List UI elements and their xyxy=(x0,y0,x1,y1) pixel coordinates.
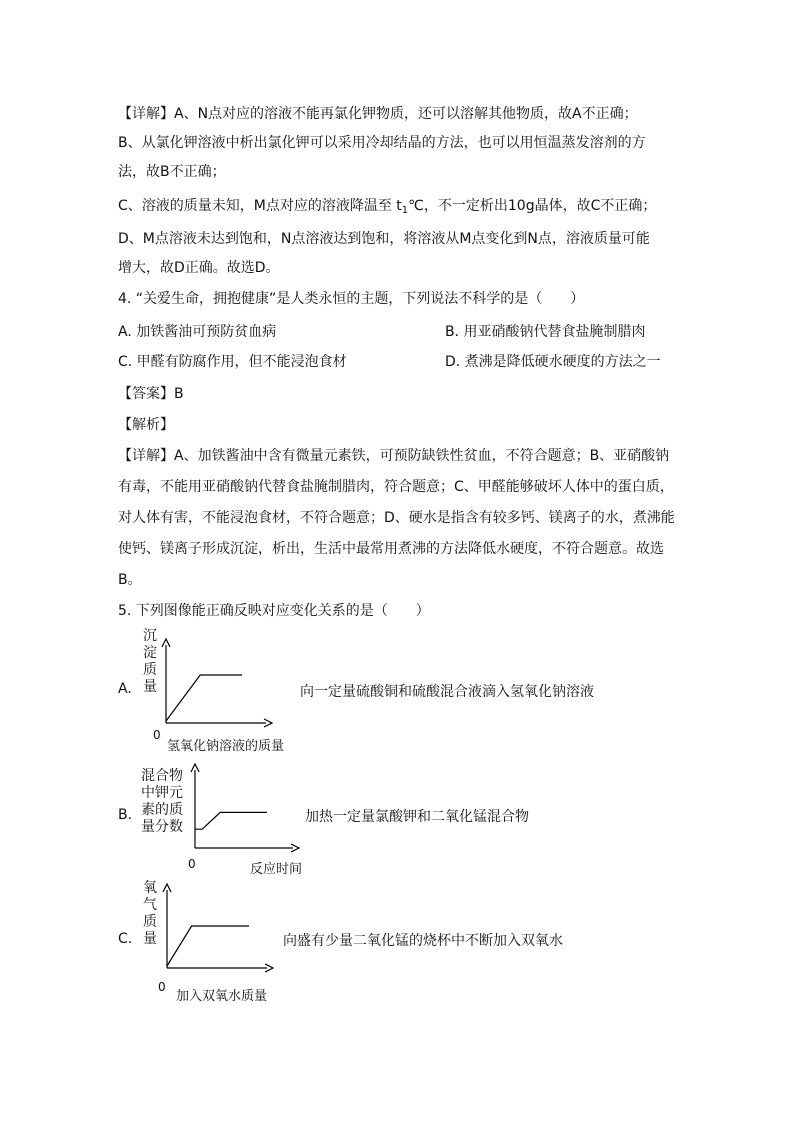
data-line xyxy=(166,675,242,721)
graph-c-ylabel xyxy=(143,880,157,948)
graph-b-letter: B. xyxy=(118,807,133,823)
q4-answer: 【答案】B xyxy=(118,386,184,402)
q3-detail-line-2: B、从氯化钾溶液中析出氯化钾可以采用冷却结晶的方法，也可以用恒温蒸发溶剂的方 xyxy=(118,135,646,151)
q4-option-a: A. 加铁酱油可预防贫血病 xyxy=(118,324,277,340)
graph-b-ylabel xyxy=(141,768,183,836)
ylabel-char: 量 xyxy=(143,679,157,695)
graph-b-xlabel: 反应时间 xyxy=(250,862,303,877)
ylabel-line: 量分数 xyxy=(141,819,183,835)
ylabel-char: 量 xyxy=(143,931,157,947)
q4-detail-line-4: 使钙、镁离子形成沉淀，析出，生活中最常用煮沸的方法降低水硬度，不符合题意。故选 xyxy=(118,541,664,557)
ylabel-char: 氧 xyxy=(143,880,157,896)
q4-option-c: C. 甲醛有防腐作用，但不能浸泡食材 xyxy=(118,354,347,370)
data-line xyxy=(195,812,267,829)
q3-detail-line-4b: ℃，不一定析出10g晶体，故C不正确； xyxy=(408,198,657,214)
q4-detail-line-2: 有毒，不能用亚硝酸钠代替食盐腌制腊肉，符合题意；C、甲醛能够破坏人体中的蛋白质， xyxy=(118,479,674,495)
graph-a-origin: 0 xyxy=(153,728,161,742)
q3-detail-line-6: 增大，故D正确。故选D。 xyxy=(118,260,280,276)
q4-option-b: B. 用亚硝酸钠代替食盐腌制腊肉 xyxy=(445,324,646,340)
q3-detail-line-5: D、M点溶液未达到饱和，N点溶液达到饱和，将溶液从M点变化到N点，溶液质量可能 xyxy=(118,231,650,247)
graph-c-origin: 0 xyxy=(158,980,166,994)
graph-a-ylabel xyxy=(143,628,157,696)
q4-stem: 4. “关爱生命，拥抱健康”是人类永恒的主题，下列说法不科学的是（ ） xyxy=(118,291,585,307)
q3-detail-line-3: 法，故B不正确； xyxy=(118,164,226,180)
graph-c-xlabel: 加入双氧水质量 xyxy=(176,989,268,1004)
ylabel-char: 质 xyxy=(143,662,157,678)
ylabel-char: 淀 xyxy=(143,645,157,661)
q4-detail-line-1: 【详解】A、加铁酱油中含有微量元素铁，可预防缺铁性贫血，不符合题意；B、亚硝酸钠 xyxy=(118,448,670,464)
q3-detail-line-1: 【详解】A、N点对应的溶液不能再氯化钾物质，还可以溶解其他物质，故A不正确； xyxy=(118,106,638,122)
data-line xyxy=(167,926,249,966)
graph-a-xlabel: 氢氧化钠溶液的质量 xyxy=(167,739,285,754)
graph-b-plot xyxy=(191,760,301,855)
graph-b-origin: 0 xyxy=(188,857,196,871)
graph-c-description: 向盛有少量二氧化锰的烧杯中不断加入双氧水 xyxy=(283,933,563,949)
q4-detail-line-5: B。 xyxy=(118,572,142,588)
q5-stem: 5. 下列图像能正确反映对应变化关系的是（ ） xyxy=(118,603,430,619)
graph-a-description: 向一定量硫酸铜和硫酸混合液滴入氢氧化钠溶液 xyxy=(300,684,594,700)
q4-detail-line-3: 对人体有害，不能浸泡食材，不符合题意；D、硬水是指含有较多钙、镁离子的水，煮沸能 xyxy=(118,510,675,526)
graph-a-plot xyxy=(160,635,275,730)
ylabel-line: 中钾元 xyxy=(141,785,183,801)
q4-option-d: D. 煮沸是降低硬水硬度的方法之一 xyxy=(445,354,661,370)
graph-c-plot xyxy=(163,880,275,975)
graph-b-description: 加热一定量氯酸钾和二氧化锰混合物 xyxy=(305,809,529,825)
graph-c-letter: C. xyxy=(118,931,133,947)
ylabel-line: 素的质 xyxy=(141,802,183,818)
graph-a-letter: A. xyxy=(118,681,132,697)
q3-detail-line-4 xyxy=(118,197,656,220)
q4-analysis-heading: 【解析】 xyxy=(118,417,174,433)
subscript: 1 xyxy=(401,205,409,216)
ylabel-char: 质 xyxy=(143,914,157,930)
ylabel-char: 沉 xyxy=(143,628,157,644)
ylabel-char: 气 xyxy=(143,897,157,913)
ylabel-line: 混合物 xyxy=(141,768,183,784)
q3-detail-line-4a: C、溶液的质量未知，M点对应的溶液降温至 t xyxy=(118,198,402,214)
